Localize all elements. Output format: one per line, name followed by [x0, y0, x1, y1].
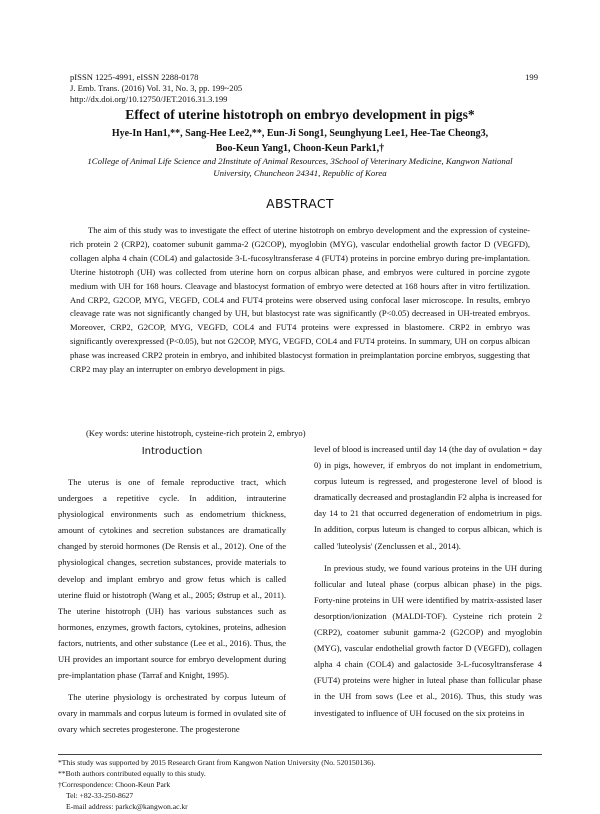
right-column: [314, 441, 542, 721]
author-line-2: Boo-Keun Yang1, Choon-Keun Park1,†: [215, 143, 385, 154]
footnote-divider: [58, 754, 542, 755]
abstract-heading: ABSTRACT: [266, 196, 334, 211]
left-column: [58, 474, 286, 738]
footnote-equal-contribution: **Both authors contributed equally to this study.: [58, 769, 206, 778]
doi-link[interactable]: http://dx.doi.org/10.12750/JET.2016.31.3.199: [70, 94, 228, 104]
paper-title: Effect of uterine histotroph on embryo development in pigs*: [125, 107, 475, 122]
abstract-text: The aim of this study was to investigate the effect of uterine histotroph on embryo development and the expression of cysteine-rich protein 2 (CRP2), coatomer subunit gamma-2 (G2COP), myoglobin (MYG), vascular endothelial growth factor D (VEGFD), collagen alpha 4 chain (COL4) and galactoside 3-L-fucosyltransferase 4 (FUT4) proteins in porcine embryo during pre-implantation. Uterine histotroph (UH) was collected from uterine horn on corpus albican phase, and embryos were cultured in porcine zygote medium with UH for 168 hours. Cleavage and blastocyst formation of embryo were detected at 168 hours after in vitro fertilization. And CRP2, G2COP, MYG, VEGFD, COL4 and FUT4 proteins were observed using confocal laser microscope. In results, embryo cleavage rate was not significantly changed by UH, but blastocyst rate was significantly (P<0.05) decreased in UH-treated embryos. Moreover, CRP2, G2COP, MYG, VEGFD, COL4 and FUT4 proteins were expressed in blastomere. CRP2 in embryo was significantly overexpressed (P<0.05), but not G2COP, MYG, VEGFD, COL4 and FUT4 proteins. In summary, UH on corpus albican phase was increased CRP2 protein in embryo, and inhibited blastocyst formation in preimplantation porcine embryos, suggesting that CRP2 may play an interrupter on embryo development in pigs.: [70, 225, 530, 375]
footnote-correspondence: †Correspondence: Choon-Keun Park: [58, 780, 171, 789]
paragraph: The uterine physiology is orchestrated by corpus luteum of ovary in mammals and corpus luteum is formed in ovulated site of ovary which secretes progesterone. The progesterone: [58, 692, 286, 735]
author-line-1: Hye-In Han1,**, Sang-Hee Lee2,**, Eun-Ji Song1, Seunghyung Lee1, Hee-Tae Cheong3,: [111, 128, 489, 139]
journal-header: [70, 72, 242, 105]
keywords: (Key words: uterine histotroph, cysteine-rich protein 2, embryo): [86, 428, 306, 438]
paragraph: In previous study, we found various proteins in the UH during follicular and luteal phase (corpus albican phase) in the pigs. Forty-nine proteins in UH were identified by matrix-assisted laser desorption/ionization (MALDI-TOF). Cysteine rich protein 2 (CRP2), coatomer subunit gamma-2 (G2COP) and myoglobin (MYG), vascular endothelial growth factor D (VEGFD), collagen alpha 4 chain (COL4) and galactoside 3-L-fucosyltransferase 4 (FUT4) proteins were higher in luteal phase than follicular phase in the UH from sows (Lee et al., 2016). Thus, this study was investigated to influence of UH focused on the six proteins in: [314, 562, 542, 718]
affiliation: [60, 155, 540, 179]
footnote-funding: *This study was supported by 2015 Research Grant from Kangwon Nation University (No. 520150136).: [58, 758, 376, 767]
introduction-heading: Introduction: [141, 446, 203, 457]
affiliation-line-2: University, Chuncheon 24341, Republic of Korea: [213, 168, 387, 178]
paragraph: level of blood is increased until day 14 (the day of ovulation = day 0) in pigs, however, if embryos do not implant in endometrium, corpus luteum is regressed, and progesterone level of blood is dramatically decreased and prostaglandin F2 alpha is increased for day 14 to 21 that occurred degeneration of endometrium in pigs. In addition, corpus luteum is changed to corpus albican, which is called 'luteolysis' (Zenclussen et al., 2014).: [314, 444, 542, 551]
affiliation-line-1: 1College of Animal Life Science and 2Institute of Animal Resources, 3School of Veterinary Medicine, Kangwon National: [87, 156, 513, 166]
footnote-tel: Tel: +82-33-250-8627: [66, 791, 134, 800]
page-number: 199: [525, 72, 538, 82]
journal-citation: J. Emb. Trans. (2016) Vol. 31, No. 3, pp. 199~205: [70, 83, 243, 93]
footnotes: [58, 757, 375, 812]
paragraph: The uterus is one of female reproductive tract, which undergoes a repetitive cycle. In addition, intrauterine physiological environments such as endometrium thickness, amount of cytokines and secretion substances are dramatically changed by steroid hormones (De Rensis et al., 2012). One of the physiological changes, secretion substances, provide materials to develop and implant embryo and grow fetus which is called uterine fluid or histotroph (Wang et al., 2005; Østrup et al., 2011). The uterine histotroph (UH) has various substances such as hormones, enzymes, growth factors, cytokines, proteins, adhesion factors, nutrients, and other substance (Lee et al., 2016). Thus, the UH provides an important source for embryo development during pre-implantation phase (Tarraf and Knight, 1995).: [58, 477, 286, 681]
issn: pISSN 1225-4991, eISSN 2288-0178: [70, 72, 199, 82]
footnote-email[interactable]: E-mail address: parkck@kangwon.ac.kr: [66, 802, 188, 811]
author-list: [50, 126, 550, 156]
